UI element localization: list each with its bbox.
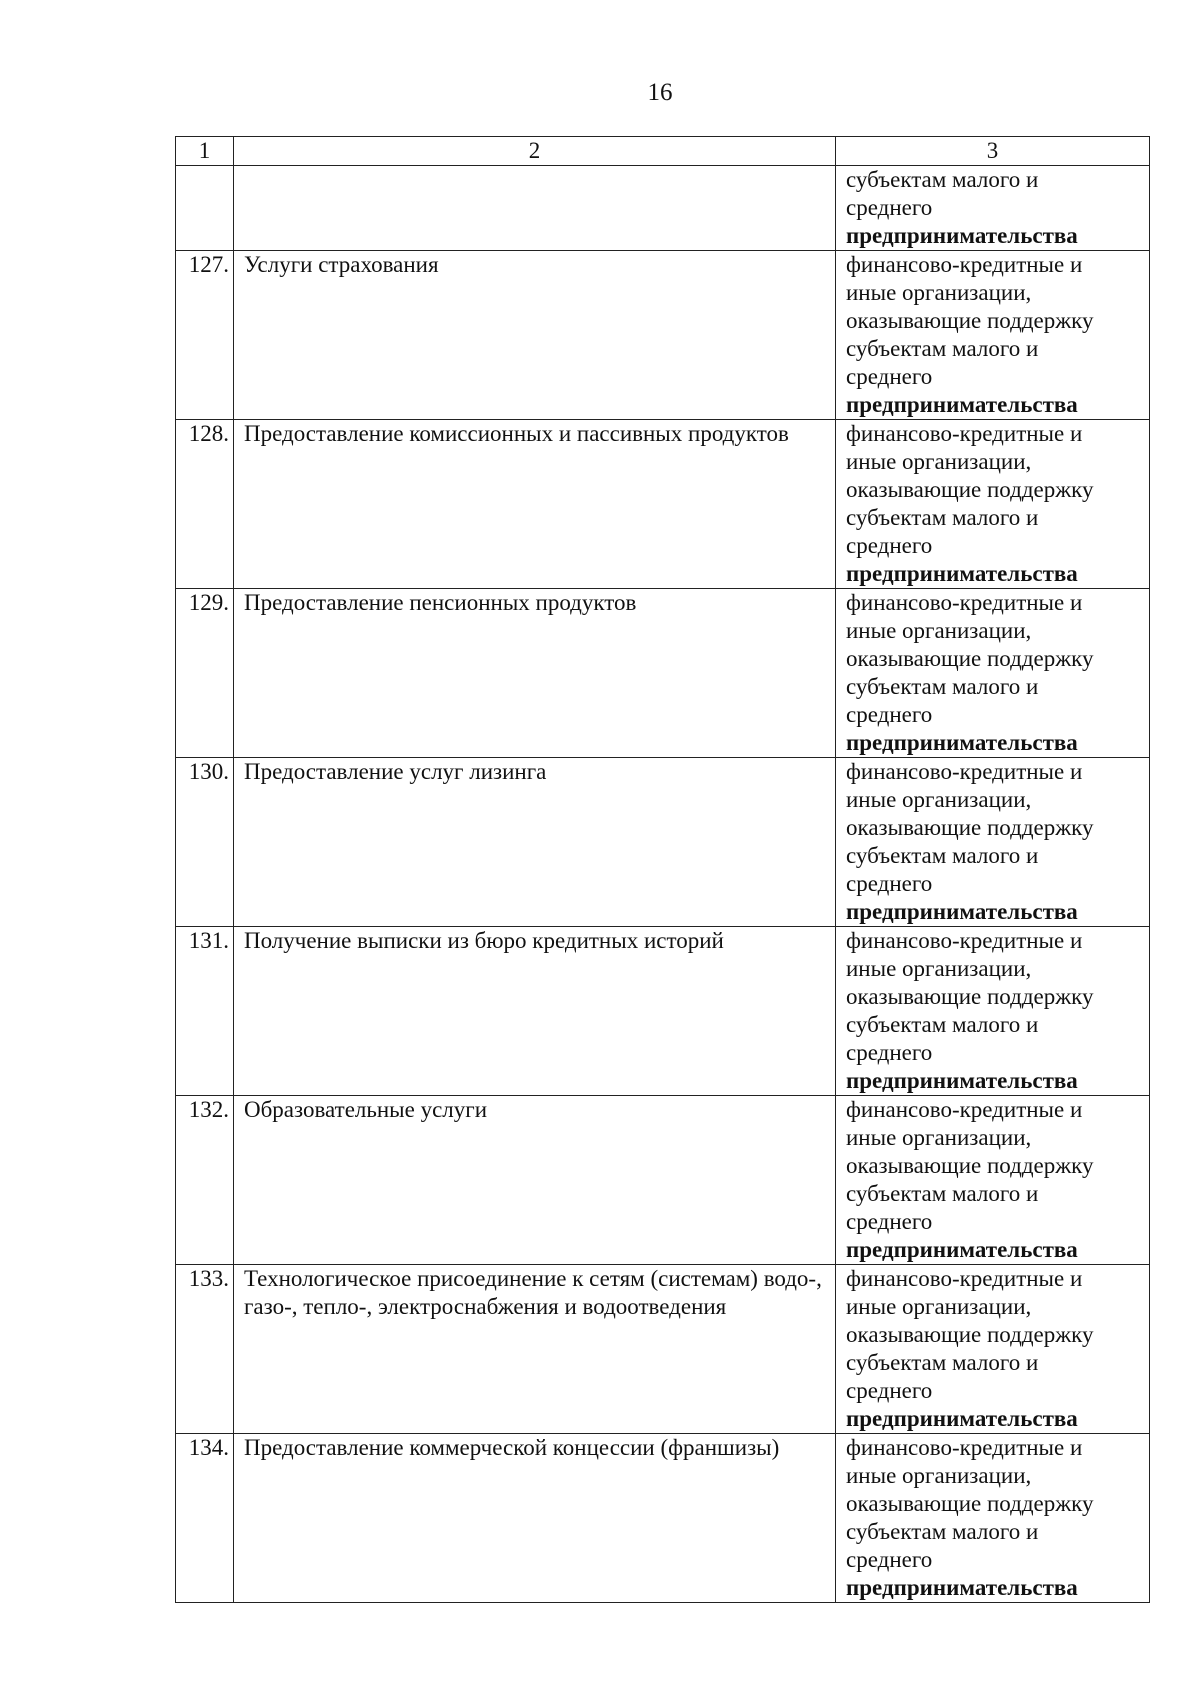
org-line: предпринимательства <box>846 561 1078 586</box>
row-number: 129. <box>176 589 234 758</box>
org-line: финансово-кредитные и <box>846 421 1083 446</box>
org-line: субъектам малого и <box>846 674 1039 699</box>
table-row <box>176 1096 1150 1265</box>
row-number: 127. <box>176 251 234 420</box>
service-name: Предоставление комиссионных и пассивных продуктов <box>234 420 836 589</box>
org-line: субъектам малого и <box>846 843 1039 868</box>
page-number: 16 <box>647 79 673 106</box>
org-line: среднего <box>846 702 933 727</box>
row-number: 132. <box>176 1096 234 1265</box>
service-name: Технологическое присоединение к сетям (системам) водо-, газо-, тепло-, электроснабжения и водоотведения <box>234 1265 836 1434</box>
org-line: оказывающие поддержку <box>846 815 1094 840</box>
table-row <box>176 927 1150 1096</box>
continuation-row <box>176 166 1150 251</box>
org-line: предпринимательства <box>846 899 1078 924</box>
service-name <box>234 166 836 251</box>
org-line: предпринимательства <box>846 1068 1078 1093</box>
org-line: субъектам малого и <box>846 1012 1039 1037</box>
organization-cell <box>836 1265 1150 1434</box>
organization-cell <box>836 1096 1150 1265</box>
org-line: оказывающие поддержку <box>846 646 1094 671</box>
organization-cell <box>836 758 1150 927</box>
column-header-2: 2 <box>234 137 836 166</box>
organization-cell <box>836 166 1150 251</box>
org-line: субъектам малого и <box>846 1181 1039 1206</box>
org-line: иные организации, <box>846 1294 1032 1319</box>
org-line: финансово-кредитные и <box>846 928 1083 953</box>
row-number <box>176 166 234 251</box>
organization-cell <box>836 1434 1150 1603</box>
table-row <box>176 589 1150 758</box>
service-name: Образовательные услуги <box>234 1096 836 1265</box>
table-row <box>176 1265 1150 1434</box>
org-line: среднего <box>846 195 933 220</box>
org-line: иные организации, <box>846 1125 1032 1150</box>
org-line: оказывающие поддержку <box>846 1491 1094 1516</box>
org-line: среднего <box>846 1040 933 1065</box>
org-line: финансово-кредитные и <box>846 590 1083 615</box>
org-line: предпринимательства <box>846 1575 1078 1600</box>
organization-cell <box>836 927 1150 1096</box>
column-header-3: 3 <box>836 137 1150 166</box>
org-line: среднего <box>846 1378 933 1403</box>
row-number: 134. <box>176 1434 234 1603</box>
org-line: субъектам малого и <box>846 1519 1039 1544</box>
org-line: финансово-кредитные и <box>846 252 1083 277</box>
org-line: оказывающие поддержку <box>846 477 1094 502</box>
row-number: 130. <box>176 758 234 927</box>
org-line: среднего <box>846 533 933 558</box>
service-name: Предоставление коммерческой концессии (франшизы) <box>234 1434 836 1603</box>
org-line: иные организации, <box>846 1463 1032 1488</box>
table-row <box>176 1434 1150 1603</box>
org-line: оказывающие поддержку <box>846 308 1094 333</box>
row-number: 133. <box>176 1265 234 1434</box>
service-name: Предоставление услуг лизинга <box>234 758 836 927</box>
org-line: среднего <box>846 364 933 389</box>
org-line: среднего <box>846 871 933 896</box>
org-line: оказывающие поддержку <box>846 984 1094 1009</box>
org-line: оказывающие поддержку <box>846 1153 1094 1178</box>
org-line: предпринимательства <box>846 1406 1078 1431</box>
org-line: среднего <box>846 1209 933 1234</box>
org-line: финансово-кредитные и <box>846 1435 1083 1460</box>
org-line: оказывающие поддержку <box>846 1322 1094 1347</box>
table-row <box>176 420 1150 589</box>
org-line: финансово-кредитные и <box>846 759 1083 784</box>
org-line: предпринимательства <box>846 1237 1078 1262</box>
table-row <box>176 758 1150 927</box>
org-line: иные организации, <box>846 280 1032 305</box>
service-name: Услуги страхования <box>234 251 836 420</box>
organization-cell <box>836 420 1150 589</box>
org-line: иные организации, <box>846 956 1032 981</box>
column-header-1: 1 <box>176 137 234 166</box>
organization-cell <box>836 589 1150 758</box>
services-table <box>175 136 1150 1603</box>
org-line: иные организации, <box>846 618 1032 643</box>
row-number: 128. <box>176 420 234 589</box>
org-line: предпринимательства <box>846 392 1078 417</box>
org-line: иные организации, <box>846 787 1032 812</box>
org-line: предпринимательства <box>846 730 1078 755</box>
org-line: субъектам малого и <box>846 167 1039 192</box>
service-name: Получение выписки из бюро кредитных историй <box>234 927 836 1096</box>
table-row <box>176 251 1150 420</box>
org-line: финансово-кредитные и <box>846 1097 1083 1122</box>
org-line: среднего <box>846 1547 933 1572</box>
org-line: финансово-кредитные и <box>846 1266 1083 1291</box>
service-name: Предоставление пенсионных продуктов <box>234 589 836 758</box>
organization-cell <box>836 251 1150 420</box>
org-line: предпринимательства <box>846 223 1078 248</box>
org-line: субъектам малого и <box>846 1350 1039 1375</box>
org-line: иные организации, <box>846 449 1032 474</box>
row-number: 131. <box>176 927 234 1096</box>
table-header-row <box>176 137 1150 166</box>
org-line: субъектам малого и <box>846 336 1039 361</box>
org-line: субъектам малого и <box>846 505 1039 530</box>
